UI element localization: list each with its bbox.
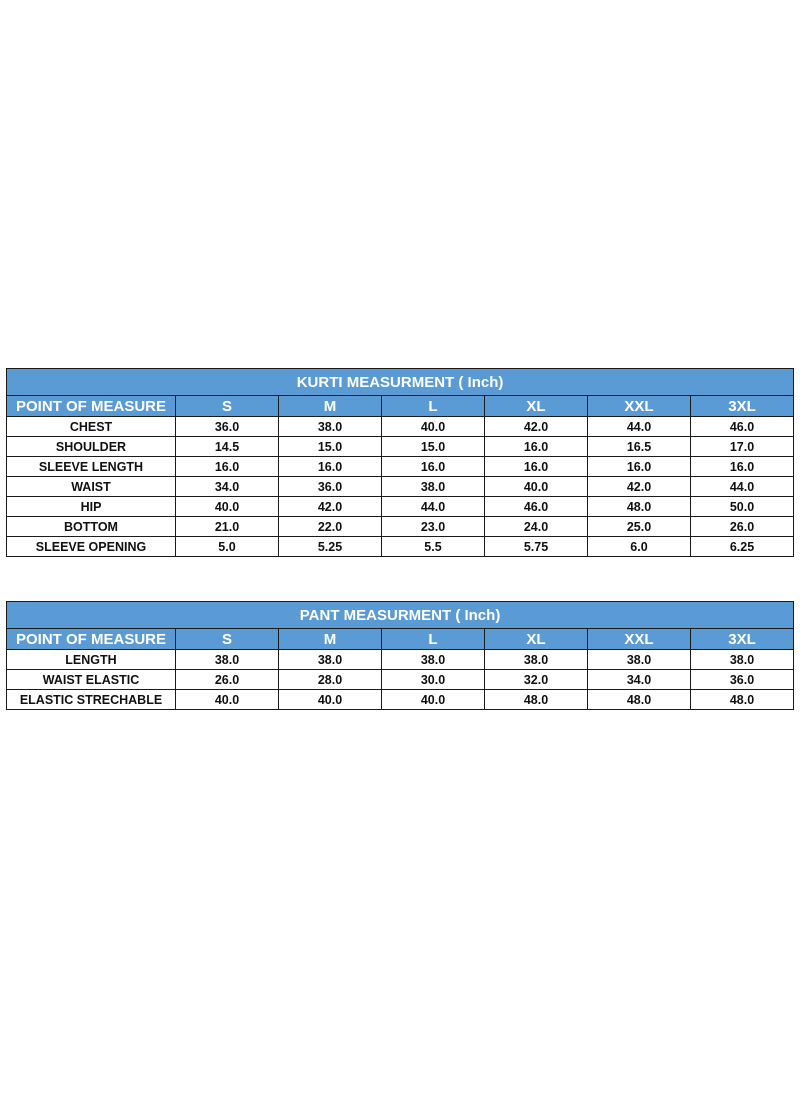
table-cell: 5.75 <box>485 537 588 557</box>
table-cell: 50.0 <box>691 497 794 517</box>
table-cell: 44.0 <box>588 417 691 437</box>
column-header: 3XL <box>691 629 794 650</box>
table-cell: 48.0 <box>588 690 691 710</box>
table-cell: 5.5 <box>382 537 485 557</box>
table-cell: 5.0 <box>176 537 279 557</box>
measure-label: SHOULDER <box>7 437 176 457</box>
table-cell: 38.0 <box>279 417 382 437</box>
table-cell: 16.5 <box>588 437 691 457</box>
table-cell: 28.0 <box>279 670 382 690</box>
column-header: 3XL <box>691 396 794 417</box>
column-header: L <box>382 629 485 650</box>
column-header: POINT OF MEASURE <box>7 396 176 417</box>
table-cell: 48.0 <box>485 690 588 710</box>
measure-label: SLEEVE LENGTH <box>7 457 176 477</box>
table-cell: 23.0 <box>382 517 485 537</box>
table-row <box>7 650 794 670</box>
pant-measurement-table <box>6 601 794 710</box>
measure-label: BOTTOM <box>7 517 176 537</box>
table-row <box>7 670 794 690</box>
column-header: M <box>279 629 382 650</box>
table-cell: 40.0 <box>382 417 485 437</box>
table-cell: 44.0 <box>382 497 485 517</box>
table-cell: 36.0 <box>691 670 794 690</box>
column-header: XXL <box>588 396 691 417</box>
table-row <box>7 517 794 537</box>
table-title: PANT MEASURMENT ( Inch) <box>7 602 794 629</box>
table-cell: 38.0 <box>588 650 691 670</box>
table-title-row <box>7 602 794 629</box>
table-cell: 48.0 <box>691 690 794 710</box>
table-row <box>7 437 794 457</box>
table-cell: 48.0 <box>588 497 691 517</box>
table-cell: 38.0 <box>176 650 279 670</box>
column-header: L <box>382 396 485 417</box>
table-cell: 40.0 <box>176 497 279 517</box>
table-cell: 30.0 <box>382 670 485 690</box>
table-cell: 46.0 <box>485 497 588 517</box>
table-cell: 42.0 <box>279 497 382 517</box>
measure-label: HIP <box>7 497 176 517</box>
table-cell: 17.0 <box>691 437 794 457</box>
table-cell: 42.0 <box>485 417 588 437</box>
column-header: S <box>176 396 279 417</box>
table-cell: 44.0 <box>691 477 794 497</box>
measure-label: SLEEVE OPENING <box>7 537 176 557</box>
table-cell: 16.0 <box>588 457 691 477</box>
table-cell: 32.0 <box>485 670 588 690</box>
table-cell: 14.5 <box>176 437 279 457</box>
table-cell: 34.0 <box>588 670 691 690</box>
table-cell: 40.0 <box>382 690 485 710</box>
table-cell: 16.0 <box>382 457 485 477</box>
table-cell: 24.0 <box>485 517 588 537</box>
table-cell: 38.0 <box>485 650 588 670</box>
table-cell: 6.0 <box>588 537 691 557</box>
table-cell: 38.0 <box>382 650 485 670</box>
table-title-row <box>7 369 794 396</box>
table-cell: 21.0 <box>176 517 279 537</box>
column-header: XL <box>485 396 588 417</box>
table-cell: 6.25 <box>691 537 794 557</box>
table-cell: 26.0 <box>176 670 279 690</box>
column-header: M <box>279 396 382 417</box>
table-cell: 38.0 <box>382 477 485 497</box>
measure-label: CHEST <box>7 417 176 437</box>
table-row <box>7 690 794 710</box>
table-cell: 16.0 <box>485 437 588 457</box>
table-cell: 5.25 <box>279 537 382 557</box>
table-row <box>7 457 794 477</box>
table-cell: 15.0 <box>382 437 485 457</box>
table-cell: 16.0 <box>176 457 279 477</box>
table-cell: 34.0 <box>176 477 279 497</box>
table-header-row <box>7 629 794 650</box>
column-header: XL <box>485 629 588 650</box>
table-cell: 42.0 <box>588 477 691 497</box>
measure-label: LENGTH <box>7 650 176 670</box>
column-header: POINT OF MEASURE <box>7 629 176 650</box>
table-cell: 15.0 <box>279 437 382 457</box>
measure-label: WAIST <box>7 477 176 497</box>
measure-label: ELASTIC STRECHABLE <box>7 690 176 710</box>
table-cell: 46.0 <box>691 417 794 437</box>
measure-label: WAIST ELASTIC <box>7 670 176 690</box>
table-cell: 26.0 <box>691 517 794 537</box>
table-cell: 38.0 <box>691 650 794 670</box>
table-cell: 25.0 <box>588 517 691 537</box>
table-row <box>7 477 794 497</box>
kurti-measurement-table <box>6 368 794 557</box>
table-title: KURTI MEASURMENT ( Inch) <box>7 369 794 396</box>
table-row <box>7 417 794 437</box>
table-row <box>7 537 794 557</box>
table-cell: 16.0 <box>485 457 588 477</box>
table-row <box>7 497 794 517</box>
table-header-row <box>7 396 794 417</box>
table-cell: 38.0 <box>279 650 382 670</box>
table-cell: 22.0 <box>279 517 382 537</box>
table-cell: 40.0 <box>279 690 382 710</box>
table-cell: 40.0 <box>176 690 279 710</box>
column-header: XXL <box>588 629 691 650</box>
table-cell: 36.0 <box>279 477 382 497</box>
table-cell: 16.0 <box>279 457 382 477</box>
table-cell: 16.0 <box>691 457 794 477</box>
table-cell: 40.0 <box>485 477 588 497</box>
column-header: S <box>176 629 279 650</box>
table-cell: 36.0 <box>176 417 279 437</box>
